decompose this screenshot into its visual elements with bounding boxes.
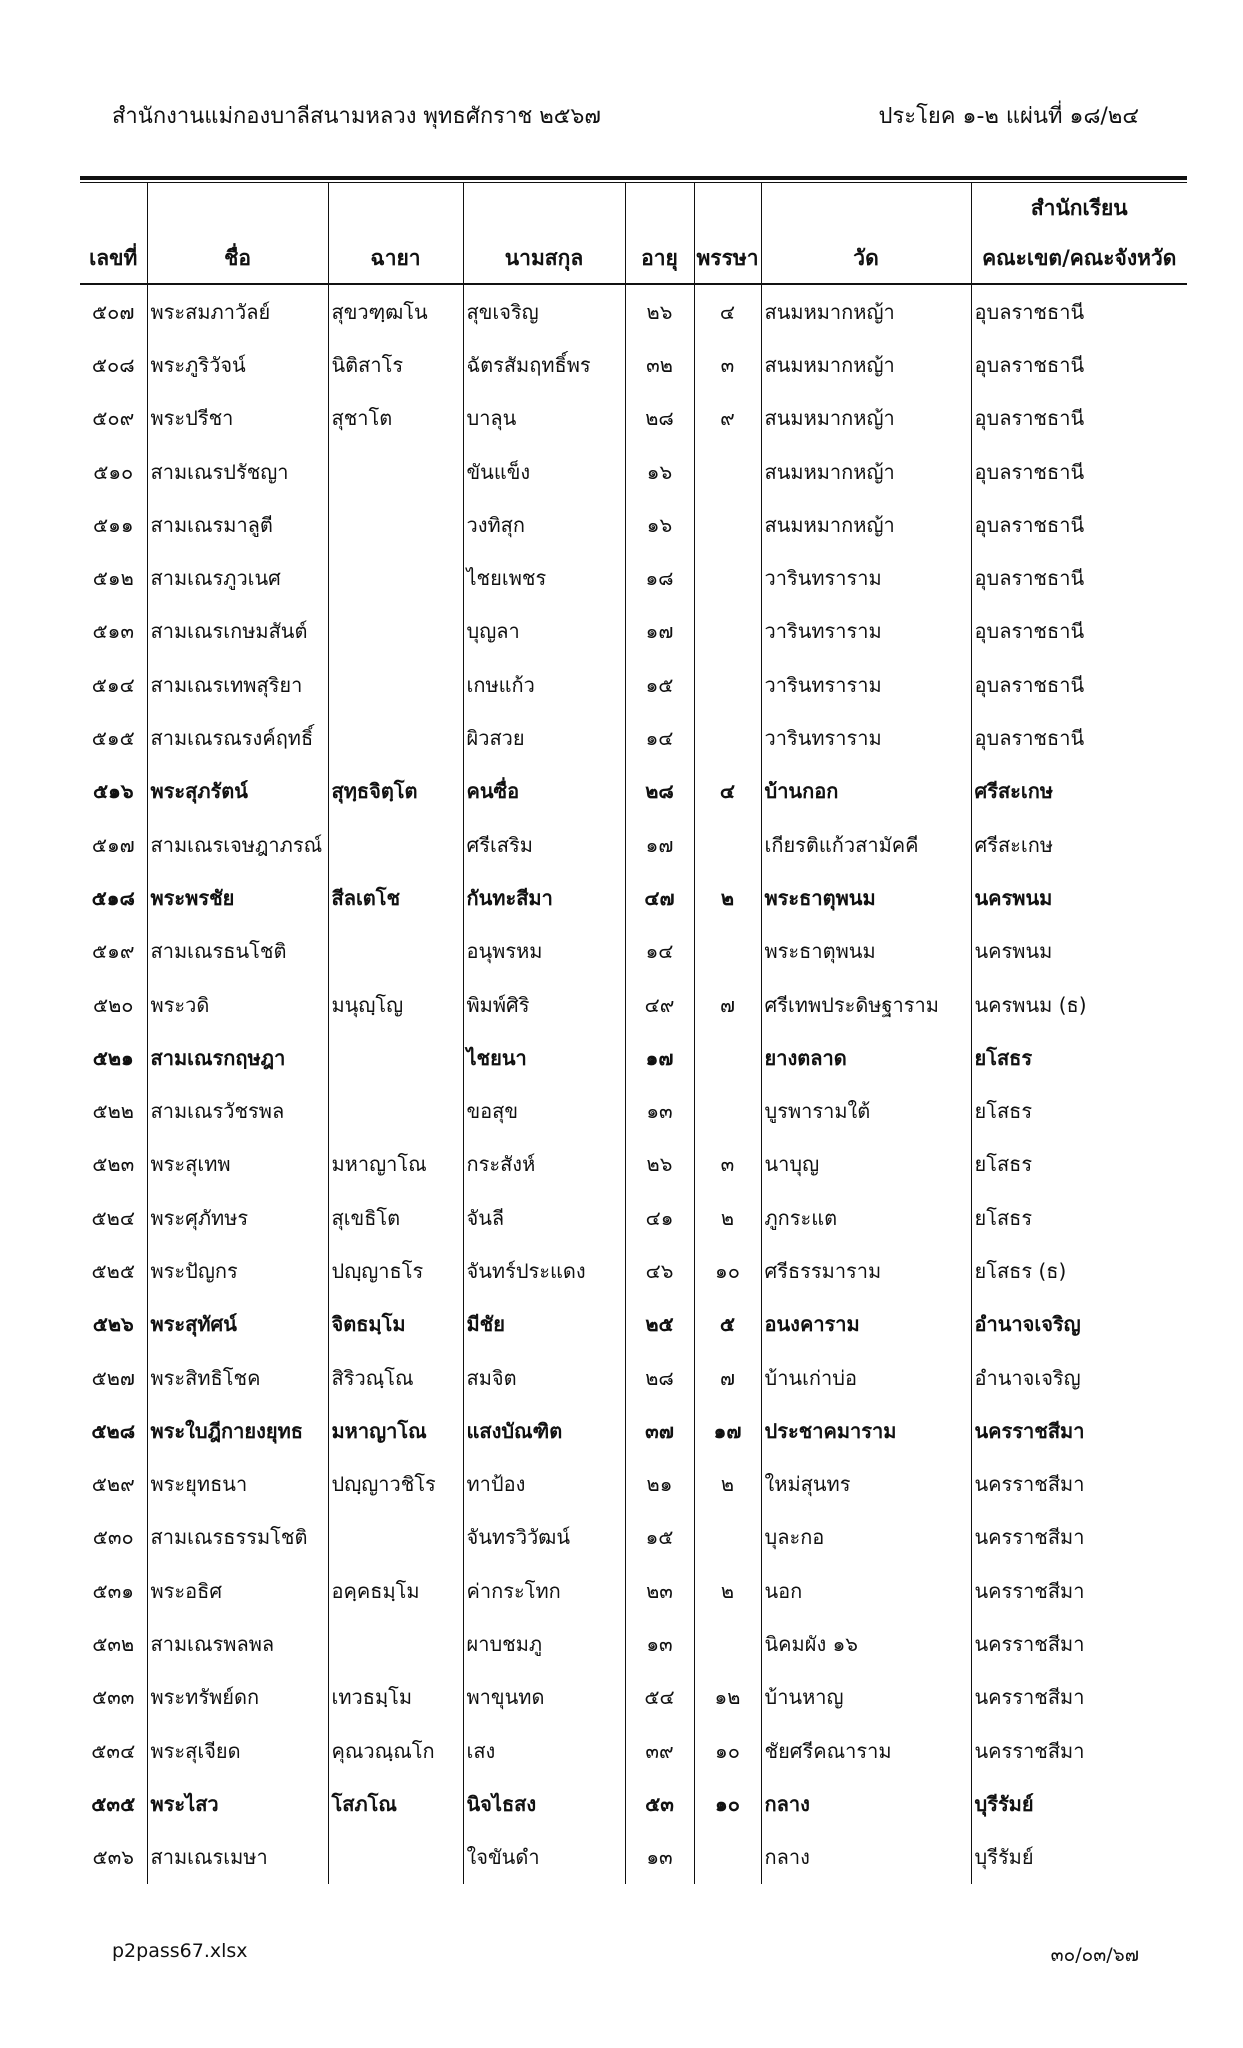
table-row [80,1031,1187,1084]
table-row [80,1671,1187,1724]
cell-school: อุบลราชธานี [971,711,1187,764]
table-row [80,1138,1187,1191]
cell-surname: วงทิสุก [463,498,625,551]
cell-school: ยโสธร [971,1031,1187,1084]
cell-title [328,605,463,658]
cell-school: ยโสธร [971,1138,1187,1191]
cell-school: อุบลราชธานี [971,392,1187,445]
cell-surname: ทาป้อง [463,1458,625,1511]
cell-surname: จันทรวิวัฒน์ [463,1511,625,1564]
cell-years [694,658,761,711]
table-row [80,1617,1187,1670]
table-row [80,1298,1187,1351]
cell-temple: กลาง [761,1831,971,1884]
cell-name: พระไสว [147,1777,328,1830]
cell-age: ๓๗ [625,1404,694,1457]
cell-temple: สนมหมากหญ้า [761,338,971,391]
cell-no: ๕๑๘ [91,885,135,910]
cell-temple: นิคมผัง ๑๖ [761,1617,971,1670]
cell-temple: วารินทราราม [761,711,971,764]
cell-title: ปญฺญาธโร [328,1244,463,1297]
cell-age: ๒๘ [625,765,694,818]
cell-no: ๕๑๙ [92,939,135,964]
cell-temple: บ้านหาญ [761,1671,971,1724]
cell-years: ๕ [694,1298,761,1351]
cell-title: ปญฺญาวชิโร [328,1458,463,1511]
cell-surname: สมจิต [463,1351,625,1404]
cell-name: พระอธิศ [147,1564,328,1617]
cell-years: ๗ [694,978,761,1031]
cell-name: สามเณรเทพสุริยา [147,658,328,711]
cell-name: สามเณรเมษา [147,1831,328,1884]
col-header-age: อายุ [625,183,694,284]
cell-title: มหาญาโณ [328,1138,463,1191]
cell-no: ๕๓๖ [92,1845,134,1870]
col-header-no: เลขที่ [80,183,147,284]
table-row [80,1458,1187,1511]
cell-temple: สนมหมากหญ้า [761,392,971,445]
cell-title [328,1831,463,1884]
cell-school: อุบลราชธานี [971,498,1187,551]
table-row [80,871,1187,924]
cell-age: ๑๗ [625,605,694,658]
cell-no: ๕๒๘ [91,1418,136,1443]
cell-school: อำนาจเจริญ [971,1351,1187,1404]
cell-title: สุชาโต [328,392,463,445]
cell-years [694,818,761,871]
cell-years: ๑๐ [694,1244,761,1297]
cell-name: พระปัญกร [147,1244,328,1297]
cell-age: ๔๖ [625,1244,694,1297]
cell-age: ๒๑ [625,1458,694,1511]
table-row [80,1724,1187,1777]
cell-name: สามเณรพลพล [147,1617,328,1670]
cell-title [328,1617,463,1670]
cell-no: ๕๒๑ [92,1045,134,1070]
table-row [80,658,1187,711]
cell-years [694,605,761,658]
cell-school: บุรีรัมย์ [971,1831,1187,1884]
cell-school: ยโสธร [971,1084,1187,1137]
cell-temple: บ้านกอก [761,765,971,818]
cell-years [694,925,761,978]
cell-age: ๒๕ [625,1298,694,1351]
cell-years [694,445,761,498]
cell-name: พระยุทธนา [147,1458,328,1511]
cell-years: ๑๐ [694,1724,761,1777]
cell-years: ๑๗ [694,1404,761,1457]
cell-title [328,1031,463,1084]
table-row [80,1084,1187,1137]
cell-years: ๔ [694,765,761,818]
cell-no: ๕๒๓ [92,1152,135,1177]
cell-name: พระสุเทพ [147,1138,328,1191]
cell-surname: สุขเจริญ [463,284,625,338]
cell-no: ๕๐๘ [91,352,135,377]
table-row [80,1777,1187,1830]
cell-years: ๒ [694,1191,761,1244]
cell-school: ยโสธร [971,1191,1187,1244]
cell-no: ๕๓๐ [92,1525,134,1550]
cell-age: ๑๖ [625,445,694,498]
cell-age: ๕๓ [625,1777,694,1830]
table-row [80,551,1187,604]
cell-school: นครราชสีมา [971,1404,1187,1457]
cell-age: ๑๔ [625,711,694,764]
cell-temple: สนมหมากหญ้า [761,284,971,338]
cell-no: ๕๒๙ [91,1472,135,1497]
cell-school: ยโสธร (ธ) [971,1244,1187,1297]
col-header-school-bottom: คณะเขต/คณะจังหวัด [982,245,1177,270]
cell-years [694,1617,761,1670]
cell-surname: ค่ากระโทก [463,1564,625,1617]
cell-school: นครพนม [971,925,1187,978]
cell-age: ๑๓ [625,1617,694,1670]
cell-age: ๑๖ [625,498,694,551]
table-row [80,818,1187,871]
table-body [80,284,1187,1884]
cell-no: ๕๒๐ [92,992,134,1017]
cell-years: ๗ [694,1351,761,1404]
cell-age: ๒๘ [625,392,694,445]
cell-age: ๔๗ [625,871,694,924]
cell-name: พระวดิ [147,978,328,1031]
cell-surname: กันทะสีมา [463,871,625,924]
table-row [80,1404,1187,1457]
cell-no: ๕๓๓ [92,1685,135,1710]
cell-title [328,498,463,551]
table-row [80,1564,1187,1617]
table-row [80,1511,1187,1564]
cell-school: นครราชสีมา [971,1617,1187,1670]
cell-years: ๒ [694,1564,761,1617]
cell-temple: กลาง [761,1777,971,1830]
cell-title: โสภโณ [328,1777,463,1830]
cell-temple: นอก [761,1564,971,1617]
results-table [80,183,1187,1884]
cell-no: ๕๑๕ [91,726,135,751]
cell-years: ๒ [694,1458,761,1511]
cell-name: พระสุทัศน์ [147,1298,328,1351]
cell-school: อุบลราชธานี [971,338,1187,391]
cell-years [694,498,761,551]
cell-surname: ใจขันดำ [463,1831,625,1884]
cell-age: ๒๖ [625,284,694,338]
cell-age: ๑๓ [625,1084,694,1137]
cell-name: พระสมภาวัลย์ [147,284,328,338]
cell-temple: ยางตลาด [761,1031,971,1084]
table-row [80,338,1187,391]
cell-title: สุเขธิโต [328,1191,463,1244]
cell-surname: อนุพรหม [463,925,625,978]
cell-name: พระศุภัทษร [147,1191,328,1244]
cell-surname: ศรีเสริม [463,818,625,871]
col-header-name: ชื่อ [147,183,328,284]
cell-surname: ไชยเพชร [463,551,625,604]
cell-name: พระสิทธิโชค [147,1351,328,1404]
cell-age: ๑๔ [625,925,694,978]
cell-years: ๓ [694,1138,761,1191]
cell-no: ๕๓๔ [91,1738,136,1763]
cell-no: ๕๓๕ [91,1791,136,1816]
cell-title [328,818,463,871]
cell-name: สามเณรเจษฎาภรณ์ [147,818,328,871]
cell-surname: พิมพ์ศิริ [463,978,625,1031]
cell-surname: ขันแข็ง [463,445,625,498]
cell-title [328,551,463,604]
cell-years [694,1084,761,1137]
cell-surname: ไชยนา [463,1031,625,1084]
cell-title: สุทฺธจิตฺโต [328,765,463,818]
cell-temple: วารินทราราม [761,658,971,711]
cell-name: พระภูริวัจน์ [147,338,328,391]
header-page-info: ประโยค ๑-๒ แผ่นที่ ๑๘/๒๔ [878,104,1139,129]
cell-surname: คนซื่อ [463,765,625,818]
col-header-title: ฉายา [328,183,463,284]
cell-age: ๑๓ [625,1831,694,1884]
cell-years: ๑๐ [694,1777,761,1830]
cell-name: สามเณรเกษมสันต์ [147,605,328,658]
cell-temple: วารินทราราม [761,551,971,604]
cell-age: ๔๙ [625,978,694,1031]
cell-age: ๑๘ [625,551,694,604]
cell-title: จิตธมฺโม [328,1298,463,1351]
cell-surname: ผาบชมภู [463,1617,625,1670]
cell-title [328,1511,463,1564]
table-row [80,925,1187,978]
table-row [80,765,1187,818]
cell-school: ศรีสะเกษ [971,818,1187,871]
table-row [80,1244,1187,1297]
cell-name: พระปรีชา [147,392,328,445]
footer-date: ๓๐/๐๓/๖๗ [1050,1944,1139,1966]
cell-no: ๕๐๗ [92,299,135,324]
cell-school: บุรีรัมย์ [971,1777,1187,1830]
cell-temple: ใหม่สุนทร [761,1458,971,1511]
cell-no: ๕๒๗ [91,1365,135,1390]
cell-surname: ฉัตรสัมฤทธิ์พร [463,338,625,391]
col-header-school [971,183,1187,284]
cell-temple: ศรีธรรมาราม [761,1244,971,1297]
footer-filename: p2pass67.xlsx [112,1940,248,1962]
cell-title: คุณวณฺณโก [328,1724,463,1777]
table-row [80,978,1187,1031]
cell-no: ๕๑๒ [92,566,134,591]
table-row [80,605,1187,658]
cell-school: ศรีสะเกษ [971,765,1187,818]
cell-title: มหาญาโณ [328,1404,463,1457]
cell-surname: จันทร์ประแดง [463,1244,625,1297]
cell-title: มนุญฺโญ [328,978,463,1031]
cell-school: อุบลราชธานี [971,445,1187,498]
cell-temple: นาบุญ [761,1138,971,1191]
cell-no: ๕๐๙ [92,406,135,431]
cell-temple: วารินทราราม [761,605,971,658]
cell-no: ๕๑๗ [91,832,135,857]
cell-school: นครราชสีมา [971,1724,1187,1777]
cell-name: สามเณรภูวเนศ [147,551,328,604]
cell-temple: บุละกอ [761,1511,971,1564]
table-row [80,498,1187,551]
cell-surname: เกษแก้ว [463,658,625,711]
cell-title: นิติสาโร [328,338,463,391]
cell-temple: ภูกระแต [761,1191,971,1244]
cell-no: ๕๒๕ [91,1258,135,1283]
cell-surname: ผิวสวย [463,711,625,764]
cell-title: เทวธมฺโม [328,1671,463,1724]
cell-surname: ขอสุข [463,1084,625,1137]
cell-years [694,1031,761,1084]
cell-age: ๓๙ [625,1724,694,1777]
cell-title [328,658,463,711]
col-header-temple: วัด [761,183,971,284]
cell-temple: พระธาตุพนม [761,925,971,978]
header-office-title: สำนักงานแม่กองบาลีสนามหลวง พุทธศักราช ๒๕๖๗ [112,104,601,129]
cell-school: นครราชสีมา [971,1511,1187,1564]
cell-age: ๔๑ [625,1191,694,1244]
cell-years: ๔ [694,284,761,338]
cell-years: ๙ [694,392,761,445]
cell-surname: นิจไธสง [463,1777,625,1830]
cell-years [694,1831,761,1884]
table-header-row [80,183,1187,284]
cell-school: นครราชสีมา [971,1564,1187,1617]
cell-age: ๑๗ [625,1031,694,1084]
cell-name: สามเณรณรงค์ฤทธิ์ [147,711,328,764]
cell-name: พระทรัพย์ดก [147,1671,328,1724]
cell-no: ๕๒๔ [91,1205,135,1230]
cell-no: ๕๓๒ [92,1632,135,1657]
cell-years: ๒ [694,871,761,924]
col-header-years: พรรษา [694,183,761,284]
table-row [80,284,1187,338]
cell-years [694,1511,761,1564]
cell-age: ๑๕ [625,1511,694,1564]
cell-surname: บาลุน [463,392,625,445]
table-row [80,445,1187,498]
col-header-school-top: สำนักเรียน [1030,195,1128,220]
cell-temple: พระธาตุพนม [761,871,971,924]
cell-school: นครพนม [971,871,1187,924]
cell-age: ๒๖ [625,1138,694,1191]
cell-no: ๕๓๑ [92,1578,134,1603]
cell-title: สุขวฑฺฒโน [328,284,463,338]
cell-name: พระสุภรัตน์ [147,765,328,818]
header-rule-thick [80,176,1187,180]
cell-temple: อนงคาราม [761,1298,971,1351]
cell-title: สิริวณฺโณ [328,1351,463,1404]
cell-school: นครราชสีมา [971,1458,1187,1511]
table-row [80,1351,1187,1404]
cell-no: ๕๑๐ [93,459,134,484]
cell-temple: บูรพารามใต้ [761,1084,971,1137]
cell-school: อุบลราชธานี [971,284,1187,338]
cell-age: ๕๔ [625,1671,694,1724]
cell-no: ๕๑๑ [92,512,134,537]
cell-school: อุบลราชธานี [971,551,1187,604]
cell-school: อุบลราชธานี [971,605,1187,658]
cell-name: พระสุเจียด [147,1724,328,1777]
cell-title [328,1084,463,1137]
cell-title [328,445,463,498]
cell-title: อคฺคธมฺโม [328,1564,463,1617]
cell-no: ๕๒๒ [92,1099,134,1124]
table-row [80,711,1187,764]
cell-years [694,551,761,604]
cell-name: สามเณรปรัชญา [147,445,328,498]
cell-name: สามเณรธนโชติ [147,925,328,978]
cell-name: สามเณรกฤษฎา [147,1031,328,1084]
cell-surname: แสงบัณฑิต [463,1404,625,1457]
cell-school: นครพนม (ธ) [971,978,1187,1031]
cell-surname: มีชัย [463,1298,625,1351]
cell-age: ๑๗ [625,818,694,871]
cell-surname: กระสังห์ [463,1138,625,1191]
cell-surname: บุญลา [463,605,625,658]
cell-title: สีลเตโช [328,871,463,924]
cell-age: ๓๒ [625,338,694,391]
table-row [80,392,1187,445]
cell-years: ๓ [694,338,761,391]
cell-name: สามเณรธรรมโชติ [147,1511,328,1564]
cell-name: สามเณรมาลูตี [147,498,328,551]
cell-temple: ประชาคมาราม [761,1404,971,1457]
cell-age: ๒๘ [625,1351,694,1404]
cell-surname: จันลี [463,1191,625,1244]
table-row [80,1831,1187,1884]
cell-temple: ศรีเทพประดิษฐาราม [761,978,971,1031]
cell-years [694,711,761,764]
cell-age: ๑๕ [625,658,694,711]
cell-school: อำนาจเจริญ [971,1298,1187,1351]
cell-school: นครราชสีมา [971,1671,1187,1724]
table-row [80,1191,1187,1244]
cell-name: พระพรชัย [147,871,328,924]
cell-no: ๕๑๖ [92,779,134,804]
cell-name: สามเณรวัชรพล [147,1084,328,1137]
cell-temple: สนมหมากหญ้า [761,498,971,551]
cell-surname: พาขุนทด [463,1671,625,1724]
cell-years: ๑๒ [694,1671,761,1724]
cell-temple: เกียรติแก้วสามัคคี [761,818,971,871]
cell-age: ๒๓ [625,1564,694,1617]
cell-title [328,925,463,978]
cell-temple: ชัยศรีคณาราม [761,1724,971,1777]
cell-school: อุบลราชธานี [971,658,1187,711]
cell-no: ๕๑๔ [91,672,135,697]
cell-no: ๕๑๓ [92,619,134,644]
cell-temple: สนมหมากหญ้า [761,445,971,498]
col-header-surname: นามสกุล [463,183,625,284]
cell-temple: บ้านเก่าบ่อ [761,1351,971,1404]
cell-surname: เสง [463,1724,625,1777]
cell-name: พระใบฎีกายงยุทธ [147,1404,328,1457]
cell-no: ๕๒๖ [92,1312,134,1337]
cell-title [328,711,463,764]
